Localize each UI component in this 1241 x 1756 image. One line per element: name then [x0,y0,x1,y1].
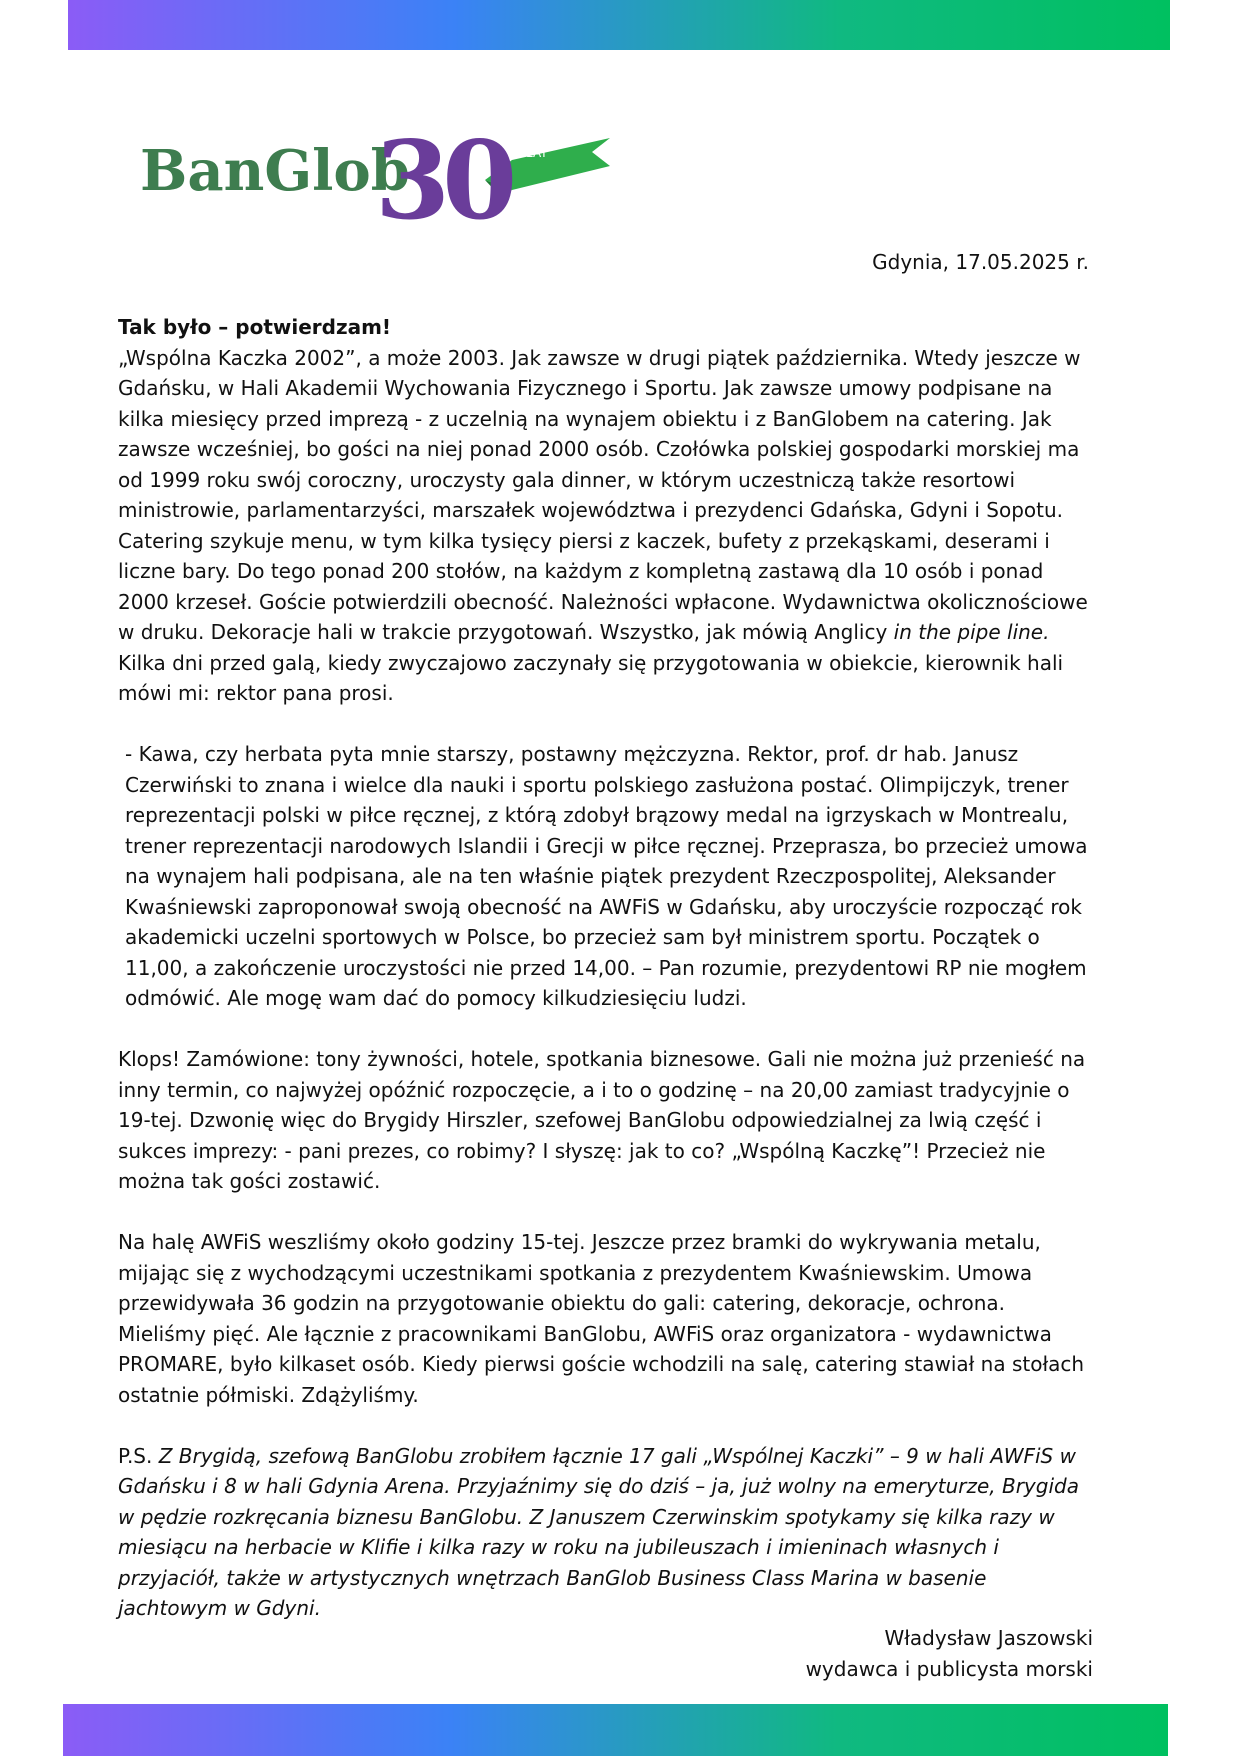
letter-body [118,312,1098,1624]
logo-brand-name: BanGlob [140,138,410,204]
letter-signature [806,1623,1093,1685]
postscript-text: Z Brygidą, szefową BanGlobu zrobiłem łącznie 17 gali „Wspólnej Kaczki” – 9 w hali AWFiS w Gdańsku i 8 w hali Gdynia Arena. Przyjaźnimy się do dziś – ja, już wolny na emeryturze, Brygida w pędzie rozkręcania biznesu BanGlobu. Z Januszem Czerwinskim spotykamy się kilka razy w miesiącu na herbacie w Klifie i kilka razy w roku na jubileuszach i imieninach własnych i przyjaciół, także w artystycznych wnętrzach BanGlob Business Class Marina w basenie jachtowym w Gdyni. [118,1443,1079,1620]
letter-heading: Tak było – potwierdzam! [118,315,392,339]
logo-anniversary-number: 30 [375,118,510,238]
letter-paragraph-3: Klops! Zamówione: tony żywności, hotele, spotkania biznesowe. Gali nie można już przenieść na inny termin, co najwyżej opóźnić rozpoczęcie, a i to o godzinę – na 20,00 zamiast tradycyjnie o 19-tej. Dzwonię więc do Brygidy Hirszler, szefowej BanGlobu odpowiedzialnej za lwią część i sukces imprezy: - pani prezes, co robimy? I słyszę: jak to co? „Wspólną Kaczkę”! Przecież nie można tak gości zostawić. [118,1047,1086,1193]
letter-paragraph-4: Na halę AWFiS weszliśmy około godziny 15-tej. Jeszcze przez bramki do wykrywania metalu, mijając się z wychodzącymi uczestnikami spotkania z prezydentem Kwaśniewskim. Umowa przewidywała 36 godzin na przygotowanie obiektu do gali: catering, dekoracje, ochrona. Mieliśmy pięć. Ale łącznie z pracownikami BanGlobu, AWFiS oraz organizatora - wydawnictwa PROMARE, było kilkaset osób. Kiedy pierwsi goście wchodzili na salę, catering stawiał na stołach ostatnie półmiski. Zdążyliśmy. [118,1230,1085,1407]
paragraph-1-text-continued: Kilka dni przed galą, kiedy zwyczajowo zaczynały się przygotowania w obiekcie, kierownik hali mówi mi: rektor pana prosi. [118,650,1064,705]
paragraph-1-text: „Wspólna Kaczka 2002”, a może 2003. Jak zawsze w drugi piątek października. Wtedy jeszcze w Gdańsku, w Hali Akademii Wychowania Fizycznego i Sportu. Jak zawsze umowy podpisane na kilka miesięcy przed imprezą - z uczelnią na wynajem obiektu i z BanGlobem na catering. Jak zawsze wcześniej, bo gości na niej ponad 2000 osób. Czołówka polskiej gospodarki morskiej ma od 1999 roku swój coroczny, uroczysty gala dinner, w którym uczestniczą także resortowi ministrowie, parlamentarzyści, marszałek województwa i prezydenci Gdańska, Gdyni i Sopotu. Catering szykuje menu, w tym kilka tysięcy piersi z kaczek, bufety z przekąskami, deserami i liczne bary. Do tego ponad 200 stołów, na każdym z kompletną zastawą dla 10 osób i ponad 2000 krzeseł. Goście potwierdzili obecność. Należności wpłacone. Wydawnictwa okolicznościowe w druku. Dekoracje hali w trakcie przygotowań. Wszystko, jak mówią Anglicy [118,345,1088,644]
postscript-label: P.S. [118,1443,153,1468]
bottom-gradient-bar [63,1704,1168,1756]
letter-date: Gdynia, 17.05.2025 r. [872,250,1089,274]
logo-ribbon-label: LAT [526,146,548,160]
letter-postscript [118,1441,1098,1624]
signature-role: wydawca i publicysta morski [805,1657,1093,1681]
letter-paragraph-1 [118,343,1098,709]
paragraph-1-italic-phrase: in the pipe line. [893,620,1050,644]
signature-name: Władysław Jaszowski [884,1626,1093,1650]
top-gradient-bar [68,0,1170,50]
letter-paragraph-2: - Kawa, czy herbata pyta mnie starszy, postawny mężczyzna. Rektor, prof. dr hab. Janusz Czerwiński to znana i wielce dla nauki i sportu polskiego zasłużona postać. Olimpijczyk, trener reprezentacji polski w piłce ręcznej, z którą zdobył brązowy medal na igrzyskach w Montrealu, trener reprezentacji narodowych Islandii i Grecji w piłce ręcznej. Przeprasza, bo przecież umowa na wynajem hali podpisana, ale na ten właśnie piątek prezydent Rzeczpospolitej, Aleksander Kwaśniewski zaproponował swoją obecność na AWFiS w Gdańsku, aby uroczyście rozpocząć rok akademicki uczelni sportowych w Polsce, bo przecież sam był ministrem sportu. Początek o 11,00, a zakończenie uroczystości nie przed 14,00. – Pan rozumie, prezydentowi RP nie mogłem odmówić. Ale mogę wam dać do pomocy kilkudziesięciu ludzi. [125,742,1088,1010]
banglob-30-lat-logo [140,118,650,238]
